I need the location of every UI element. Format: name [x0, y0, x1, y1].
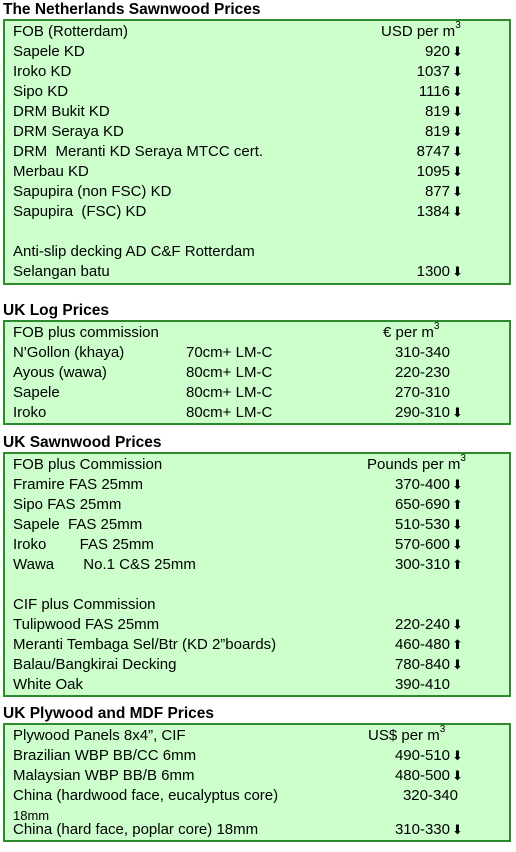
row-label: Malaysian WBP BB/B 6mm [13, 767, 195, 784]
table-row [5, 403, 509, 423]
row-label: Iroko [13, 404, 47, 421]
row-price: 270-310 [394, 384, 450, 401]
row-spec: 80cm+ LM-C [186, 364, 273, 381]
trend-down-icon: ⬇ [452, 144, 463, 159]
trend-down-icon: ⬇ [452, 822, 463, 837]
row-price: 1037 ⬇ [417, 62, 465, 82]
subheader-row [5, 595, 509, 615]
row-price: 220-230 [394, 364, 450, 381]
row-price: 390-410 [394, 676, 450, 693]
row-label: Framire FAS 25mm [13, 476, 144, 493]
table-row [5, 615, 509, 635]
table-row [5, 262, 509, 283]
trend-down-icon: ⬇ [452, 405, 463, 420]
row-price: 780-840 ⬇ [395, 655, 465, 675]
trend-down-icon: ⬇ [452, 104, 463, 119]
table-header-row [5, 22, 509, 42]
table-row [5, 202, 509, 222]
trend-down-icon: ⬇ [452, 84, 463, 99]
section-title: UK Log Prices [3, 302, 109, 319]
section-uk-sawnwood [3, 434, 511, 697]
table-row [5, 383, 509, 403]
trend-down-icon: ⬇ [452, 537, 463, 552]
row-label: Merbau KD [13, 163, 89, 180]
table-row [5, 182, 509, 202]
header-label: FOB (Rotterdam) [13, 23, 129, 40]
row-spec: 80cm+ LM-C [186, 404, 273, 421]
table-row [5, 766, 509, 786]
row-price: 819 ⬇ [425, 122, 465, 142]
table-row [5, 635, 509, 655]
subheader-label: Anti-slip decking AD C&F Rotterdam [13, 243, 255, 260]
row-price: 310-330 ⬇ [395, 820, 465, 840]
table-row [5, 162, 509, 182]
row-label: N'Gollon (khaya) [13, 344, 125, 361]
row-price: 220-240 ⬇ [395, 615, 465, 635]
table-row [5, 122, 509, 142]
table-row [5, 343, 509, 363]
row-label: Sipo KD [13, 83, 69, 100]
row-price: 460-480 ⬆ [395, 635, 465, 655]
row-label: DRM Seraya KD [13, 123, 124, 140]
section-netherlands-sawnwood [3, 1, 511, 285]
table-row [5, 102, 509, 122]
trend-down-icon: ⬇ [452, 748, 463, 763]
row-label: Meranti Tembaga Sel/Btr (KD 2”boards) [13, 636, 277, 653]
row-price: 1095 ⬇ [417, 162, 465, 182]
row-price: 510-530 ⬇ [395, 515, 465, 535]
table-header-row [5, 726, 509, 746]
row-price: 650-690 ⬆ [395, 495, 465, 515]
table-row [5, 495, 509, 515]
trend-up-icon: ⬆ [452, 637, 463, 652]
trend-up-icon: ⬆ [452, 497, 463, 512]
unit-header: USD per $m^3$ [381, 20, 461, 40]
trend-down-icon: ⬇ [452, 768, 463, 783]
section-title: UK Plywood and MDF Prices [3, 705, 215, 722]
table-header-row [5, 323, 509, 343]
row-label: Balau/Bangkirai Decking [13, 656, 177, 673]
trend-down-icon: ⬇ [452, 204, 463, 219]
table-row [5, 142, 509, 162]
table-row [5, 475, 509, 495]
row-label: Sapupira (FSC) KD [13, 203, 147, 220]
row-price: 370-400 ⬇ [395, 475, 465, 495]
price-table [3, 320, 511, 425]
row-label: Sapele KD [13, 43, 85, 60]
header-label: FOB plus commission [13, 324, 159, 341]
trend-down-icon: ⬇ [452, 64, 463, 79]
row-label: Sapele FAS 25mm [13, 516, 143, 533]
table-row [5, 42, 509, 62]
row-price: 490-510 ⬇ [395, 746, 465, 766]
row-spec: 70cm+ LM-C [186, 344, 273, 361]
price-table [3, 452, 511, 697]
row-label: DRM Meranti KD Seraya MTCC cert. [13, 143, 264, 160]
header-label: Plywood Panels 8x4”, CIF [13, 727, 186, 744]
subheader-row [5, 242, 509, 262]
trend-down-icon: ⬇ [452, 164, 463, 179]
trend-down-icon: ⬇ [452, 264, 463, 279]
table-row [5, 820, 509, 840]
table-row [5, 535, 509, 555]
row-label: China (hardwood face, eucalyptus core) 18mm [13, 787, 279, 823]
row-price: 920 ⬇ [425, 42, 465, 62]
row-label: White Oak [13, 676, 84, 693]
row-price: 819 ⬇ [425, 102, 465, 122]
row-price: 1116 ⬇ [419, 82, 465, 102]
trend-down-icon: ⬇ [452, 657, 463, 672]
price-table [3, 19, 511, 285]
table-row [5, 62, 509, 82]
row-label: DRM Bukit KD [13, 103, 110, 120]
table-row [5, 515, 509, 535]
trend-down-icon: ⬇ [452, 124, 463, 139]
unit-header: € per $m^3$ [383, 321, 440, 341]
row-label: Ayous (wawa) [13, 364, 107, 381]
row-label: Iroko FAS 25mm [13, 536, 154, 553]
row-label: Iroko KD [13, 63, 72, 80]
row-price: 1300 ⬇ [417, 262, 465, 282]
trend-down-icon: ⬇ [452, 184, 463, 199]
row-label: Sapupira (non FSC) KD [13, 183, 172, 200]
section-title: The Netherlands Sawnwood Prices [3, 1, 261, 18]
row-price: 570-600 ⬇ [395, 535, 465, 555]
unit-header: Pounds per $m^3$ [367, 453, 466, 473]
trend-down-icon: ⬇ [452, 44, 463, 59]
section-uk-plywood [3, 705, 511, 842]
table-row [5, 363, 509, 383]
row-price: 290-310 ⬇ [395, 403, 465, 423]
row-label: Brazilian WBP BB/CC 6mm [13, 747, 197, 764]
table-row [5, 655, 509, 675]
trend-down-icon: ⬇ [452, 517, 463, 532]
section-title: UK Sawnwood Prices [3, 434, 162, 451]
price-table [3, 723, 511, 842]
trend-up-icon: ⬆ [452, 557, 463, 572]
trend-down-icon: ⬇ [452, 477, 463, 492]
trend-down-icon: ⬇ [452, 617, 463, 632]
row-label: Wawa No.1 C&S 25mm [13, 556, 196, 573]
row-label: Tulipwood FAS 25mm [13, 616, 160, 633]
section-uk-log [3, 302, 511, 425]
row-price: 300-310 ⬆ [395, 555, 465, 575]
spacer-row [5, 575, 509, 595]
row-price: 480-500 ⬇ [395, 766, 465, 786]
row-spec: 80cm+ LM-C [186, 384, 273, 401]
row-label: Selangan batu [13, 263, 110, 280]
spacer-row [5, 222, 509, 242]
row-label: China (hard face, poplar core) 18mm [13, 821, 259, 838]
table-row [5, 675, 509, 695]
table-row [5, 786, 509, 823]
row-price: 320-340 [402, 787, 458, 804]
table-row [5, 555, 509, 575]
row-label: Sipo FAS 25mm [13, 496, 122, 513]
subheader-label: CIF plus Commission [13, 596, 156, 613]
header-label: FOB plus Commission [13, 456, 163, 473]
row-price: 8747 ⬇ [417, 142, 465, 162]
row-price: 877 ⬇ [425, 182, 465, 202]
row-label: Sapele [13, 384, 60, 401]
unit-header: US$ per $m^3$ [368, 724, 446, 744]
table-row [5, 746, 509, 766]
row-price: 1384 ⬇ [417, 202, 465, 222]
table-header-row [5, 455, 509, 475]
table-row [5, 82, 509, 102]
row-price: 310-340 [394, 344, 450, 361]
